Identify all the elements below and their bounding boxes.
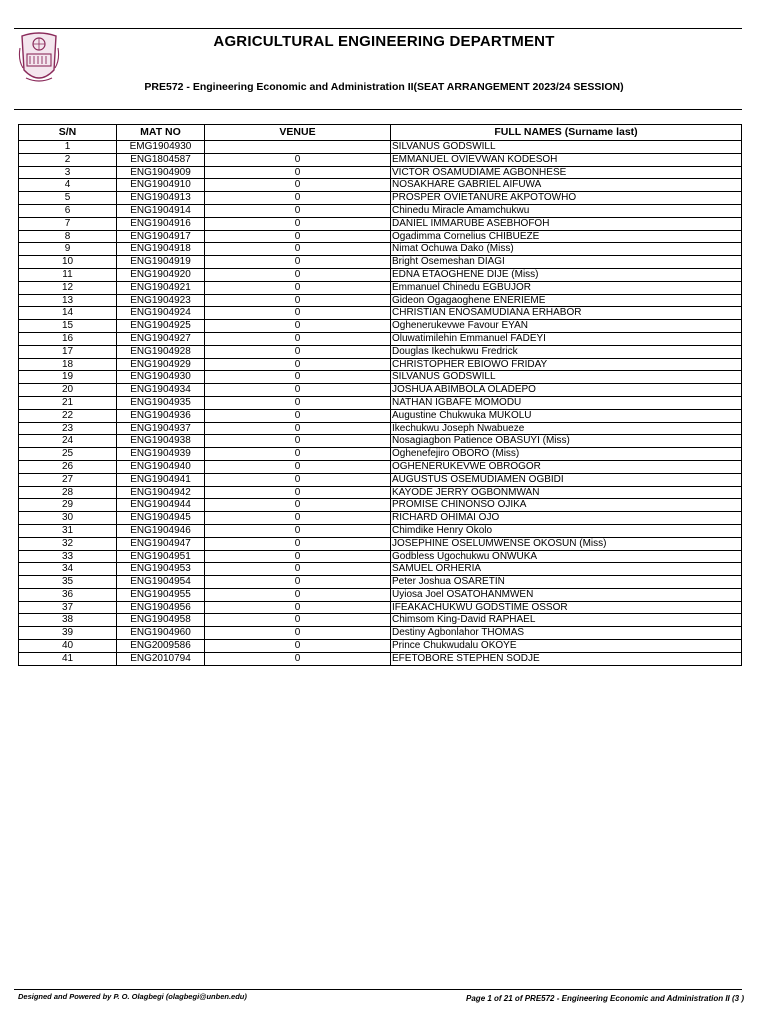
cell-full-name: Oghenerukevwe Favour EYAN [391, 320, 742, 333]
cell-sn: 25 [19, 448, 117, 461]
cell-venue: 0 [205, 524, 391, 537]
cell-mat-no: ENG1904945 [117, 512, 205, 525]
cell-sn: 37 [19, 601, 117, 614]
cell-sn: 5 [19, 192, 117, 205]
cell-venue: 0 [205, 486, 391, 499]
cell-venue: 0 [205, 332, 391, 345]
table-row [19, 435, 742, 448]
cell-full-name: SILVANUS GODSWILL [391, 371, 742, 384]
cell-venue: 0 [205, 307, 391, 320]
table-row [19, 563, 742, 576]
cell-mat-no: ENG2009586 [117, 640, 205, 653]
cell-venue: 0 [205, 230, 391, 243]
cell-mat-no: ENG1904936 [117, 409, 205, 422]
cell-mat-no: ENG1904940 [117, 460, 205, 473]
column-header-sn: S/N [19, 125, 117, 141]
cell-mat-no: ENG1904944 [117, 499, 205, 512]
cell-mat-no: ENG1904914 [117, 204, 205, 217]
cell-venue: 0 [205, 204, 391, 217]
cell-mat-no: ENG1904918 [117, 243, 205, 256]
table-row [19, 550, 742, 563]
cell-venue: 0 [205, 576, 391, 589]
cell-mat-no: ENG1904934 [117, 384, 205, 397]
cell-mat-no: ENG1904938 [117, 435, 205, 448]
cell-full-name: OGHENERUKEVWE OBROGOR [391, 460, 742, 473]
cell-mat-no: ENG1904921 [117, 281, 205, 294]
cell-full-name: Nimat Ochuwa Dako (Miss) [391, 243, 742, 256]
cell-venue: 0 [205, 371, 391, 384]
table-row [19, 166, 742, 179]
cell-sn: 35 [19, 576, 117, 589]
cell-full-name: JOSEPHINE OSELUMWENSE OKOSUN (Miss) [391, 537, 742, 550]
cell-full-name: VICTOR OSAMUDIAME AGBONHESE [391, 166, 742, 179]
table-row [19, 192, 742, 205]
footer-credit: Designed and Powered by P. O. Olagbegi (olagbegi@unben.edu) [18, 992, 247, 1001]
cell-full-name: EFETOBORE STEPHEN SODJE [391, 652, 742, 665]
cell-sn: 38 [19, 614, 117, 627]
cell-sn: 33 [19, 550, 117, 563]
table-row [19, 345, 742, 358]
cell-full-name: EDNA ETAOGHENE DIJE (Miss) [391, 268, 742, 281]
cell-full-name: IFEAKACHUKWU GODSTIME OSSOR [391, 601, 742, 614]
cell-full-name: NATHAN IGBAFE MOMODU [391, 396, 742, 409]
cell-mat-no: ENG1904954 [117, 576, 205, 589]
cell-mat-no: ENG1904927 [117, 332, 205, 345]
header-top-rule [14, 28, 742, 29]
cell-sn: 13 [19, 294, 117, 307]
department-title: AGRICULTURAL ENGINEERING DEPARTMENT [213, 33, 555, 50]
table-row [19, 448, 742, 461]
table-row [19, 396, 742, 409]
footer-rule [14, 989, 742, 990]
cell-venue: 0 [205, 345, 391, 358]
cell-sn: 14 [19, 307, 117, 320]
cell-mat-no: ENG1904937 [117, 422, 205, 435]
cell-full-name: AUGUSTUS OSEMUDIAMEN OGBIDI [391, 473, 742, 486]
table-row [19, 499, 742, 512]
table-row [19, 243, 742, 256]
cell-full-name: PROSPER OVIETANURE AKPOTOWHO [391, 192, 742, 205]
cell-full-name: JOSHUA ABIMBOLA OLADEPO [391, 384, 742, 397]
table-row [19, 409, 742, 422]
cell-venue: 0 [205, 537, 391, 550]
cell-venue: 0 [205, 358, 391, 371]
cell-mat-no: ENG1904925 [117, 320, 205, 333]
table-row [19, 601, 742, 614]
cell-sn: 17 [19, 345, 117, 358]
cell-sn: 8 [19, 230, 117, 243]
cell-venue: 0 [205, 550, 391, 563]
cell-sn: 2 [19, 153, 117, 166]
cell-venue: 0 [205, 640, 391, 653]
cell-mat-no: ENG1904946 [117, 524, 205, 537]
cell-sn: 31 [19, 524, 117, 537]
cell-full-name: Chimsom King-David RAPHAEL [391, 614, 742, 627]
cell-full-name: SAMUEL ORHERIA [391, 563, 742, 576]
cell-sn: 15 [19, 320, 117, 333]
cell-venue: 0 [205, 294, 391, 307]
cell-sn: 34 [19, 563, 117, 576]
cell-sn: 18 [19, 358, 117, 371]
cell-venue: 0 [205, 166, 391, 179]
cell-sn: 7 [19, 217, 117, 230]
table-row [19, 332, 742, 345]
cell-full-name: Peter Joshua OSARETIN [391, 576, 742, 589]
cell-mat-no: ENG2010794 [117, 652, 205, 665]
table-row [19, 307, 742, 320]
cell-sn: 36 [19, 588, 117, 601]
cell-full-name: EMMANUEL OVIEVWAN KODESOH [391, 153, 742, 166]
cell-sn: 39 [19, 627, 117, 640]
cell-venue: 0 [205, 320, 391, 333]
cell-mat-no: ENG1904920 [117, 268, 205, 281]
cell-venue: 0 [205, 460, 391, 473]
cell-mat-no: ENG1904919 [117, 256, 205, 269]
cell-sn: 20 [19, 384, 117, 397]
cell-venue: 0 [205, 512, 391, 525]
table-row [19, 486, 742, 499]
table-row [19, 204, 742, 217]
cell-venue: 0 [205, 473, 391, 486]
cell-sn: 28 [19, 486, 117, 499]
cell-full-name: SILVANUS GODSWILL [391, 141, 742, 154]
cell-mat-no: ENG1904913 [117, 192, 205, 205]
cell-full-name: Gideon Ogagaoghene ENERIEME [391, 294, 742, 307]
table-row [19, 627, 742, 640]
cell-mat-no: ENG1904917 [117, 230, 205, 243]
cell-venue [205, 141, 391, 154]
footer-page-info: Page 1 of 21 of PRE572 - Engineering Economic and Administration II (3 ) [466, 994, 744, 1003]
table-row [19, 358, 742, 371]
cell-full-name: Augustine Chukwuka MUKOLU [391, 409, 742, 422]
cell-full-name: Ogadimma Cornelius CHIBUEZE [391, 230, 742, 243]
table-row [19, 179, 742, 192]
cell-sn: 1 [19, 141, 117, 154]
table-row [19, 576, 742, 589]
table-row [19, 652, 742, 665]
cell-venue: 0 [205, 614, 391, 627]
cell-sn: 29 [19, 499, 117, 512]
cell-mat-no: ENG1904924 [117, 307, 205, 320]
table-row [19, 268, 742, 281]
cell-mat-no: ENG1904916 [117, 217, 205, 230]
cell-sn: 22 [19, 409, 117, 422]
cell-venue: 0 [205, 409, 391, 422]
cell-mat-no: ENG1904923 [117, 294, 205, 307]
cell-mat-no: ENG1904928 [117, 345, 205, 358]
cell-venue: 0 [205, 601, 391, 614]
table-row [19, 281, 742, 294]
cell-full-name: Emmanuel Chinedu EGBUJOR [391, 281, 742, 294]
cell-full-name: RICHARD OHIMAI OJO [391, 512, 742, 525]
cell-venue: 0 [205, 243, 391, 256]
cell-full-name: Oghenefejiro OBORO (Miss) [391, 448, 742, 461]
table-row [19, 371, 742, 384]
table-row [19, 141, 742, 154]
cell-full-name: Bright Osemeshan DIAGI [391, 256, 742, 269]
cell-mat-no: ENG1904939 [117, 448, 205, 461]
cell-venue: 0 [205, 588, 391, 601]
cell-sn: 30 [19, 512, 117, 525]
table-body [19, 141, 742, 666]
cell-sn: 24 [19, 435, 117, 448]
table-row [19, 294, 742, 307]
table-row [19, 320, 742, 333]
cell-venue: 0 [205, 448, 391, 461]
cell-venue: 0 [205, 652, 391, 665]
cell-venue: 0 [205, 384, 391, 397]
cell-sn: 9 [19, 243, 117, 256]
cell-sn: 4 [19, 179, 117, 192]
cell-full-name: Godbless Ugochukwu ONWUKA [391, 550, 742, 563]
cell-full-name: Prince Chukwudalu OKOYE [391, 640, 742, 653]
table-row [19, 640, 742, 653]
cell-full-name: PROMISE CHINONSO OJIKA [391, 499, 742, 512]
cell-mat-no: ENG1904941 [117, 473, 205, 486]
cell-mat-no: ENG1904910 [117, 179, 205, 192]
seat-arrangement-table [18, 124, 742, 666]
table-row [19, 256, 742, 269]
table-row [19, 422, 742, 435]
cell-mat-no: ENG1904930 [117, 371, 205, 384]
cell-mat-no: ENG1904951 [117, 550, 205, 563]
table-row [19, 460, 742, 473]
cell-mat-no: ENG1904956 [117, 601, 205, 614]
table-row [19, 614, 742, 627]
cell-sn: 16 [19, 332, 117, 345]
cell-full-name: Chinedu Miracle Amamchukwu [391, 204, 742, 217]
cell-venue: 0 [205, 627, 391, 640]
cell-sn: 40 [19, 640, 117, 653]
cell-sn: 32 [19, 537, 117, 550]
cell-venue: 0 [205, 422, 391, 435]
cell-mat-no: ENG1904935 [117, 396, 205, 409]
table-row [19, 230, 742, 243]
cell-sn: 10 [19, 256, 117, 269]
cell-full-name: NOSAKHARE GABRIEL AIFUWA [391, 179, 742, 192]
cell-mat-no: ENG1904953 [117, 563, 205, 576]
table-row [19, 524, 742, 537]
cell-sn: 41 [19, 652, 117, 665]
cell-venue: 0 [205, 179, 391, 192]
document-subtitle: PRE572 - Engineering Economic and Administration II(SEAT ARRANGEMENT 2023/24 SESSION) [144, 81, 624, 93]
table-row [19, 473, 742, 486]
table-row [19, 512, 742, 525]
cell-venue: 0 [205, 256, 391, 269]
cell-venue: 0 [205, 435, 391, 448]
header-bottom-rule [14, 109, 742, 110]
cell-sn: 27 [19, 473, 117, 486]
cell-sn: 12 [19, 281, 117, 294]
cell-full-name: Douglas Ikechukwu Fredrick [391, 345, 742, 358]
cell-venue: 0 [205, 192, 391, 205]
cell-sn: 26 [19, 460, 117, 473]
cell-venue: 0 [205, 499, 391, 512]
cell-sn: 3 [19, 166, 117, 179]
cell-mat-no: ENG1904947 [117, 537, 205, 550]
cell-full-name: Oluwatimilehin Emmanuel FADEYI [391, 332, 742, 345]
cell-full-name: DANIEL IMMARUBE ASEBHOFOH [391, 217, 742, 230]
cell-full-name: Destiny Agbonlahor THOMAS [391, 627, 742, 640]
cell-sn: 23 [19, 422, 117, 435]
cell-mat-no: ENG1904929 [117, 358, 205, 371]
cell-full-name: CHRISTIAN ENOSAMUDIANA ERHABOR [391, 307, 742, 320]
cell-mat-no: ENG1904958 [117, 614, 205, 627]
cell-sn: 21 [19, 396, 117, 409]
cell-venue: 0 [205, 563, 391, 576]
table-row [19, 537, 742, 550]
column-header-mat-no: MAT NO [117, 125, 205, 141]
column-header-venue: VENUE [205, 125, 391, 141]
table-row [19, 217, 742, 230]
cell-venue: 0 [205, 217, 391, 230]
table-header-row [19, 125, 742, 141]
cell-full-name: CHRISTOPHER EBIOWO FRIDAY [391, 358, 742, 371]
cell-mat-no: EMG1904930 [117, 141, 205, 154]
cell-mat-no: ENG1904955 [117, 588, 205, 601]
cell-full-name: Chimdike Henry Okolo [391, 524, 742, 537]
cell-venue: 0 [205, 396, 391, 409]
cell-mat-no: ENG1904960 [117, 627, 205, 640]
cell-full-name: KAYODE JERRY OGBONMWAN [391, 486, 742, 499]
cell-sn: 11 [19, 268, 117, 281]
table-row [19, 153, 742, 166]
table-row [19, 588, 742, 601]
cell-full-name: Uyiosa Joel OSATOHANMWEN [391, 588, 742, 601]
cell-sn: 19 [19, 371, 117, 384]
cell-mat-no: ENG1904942 [117, 486, 205, 499]
cell-venue: 0 [205, 268, 391, 281]
cell-venue: 0 [205, 281, 391, 294]
cell-full-name: Ikechukwu Joseph Nwabueze [391, 422, 742, 435]
cell-venue: 0 [205, 153, 391, 166]
cell-mat-no: ENG1904909 [117, 166, 205, 179]
cell-full-name: Nosagiagbon Patience OBASUYI (Miss) [391, 435, 742, 448]
column-header-full-names: FULL NAMES (Surname last) [391, 125, 742, 141]
table-row [19, 384, 742, 397]
cell-sn: 6 [19, 204, 117, 217]
cell-mat-no: ENG1804587 [117, 153, 205, 166]
